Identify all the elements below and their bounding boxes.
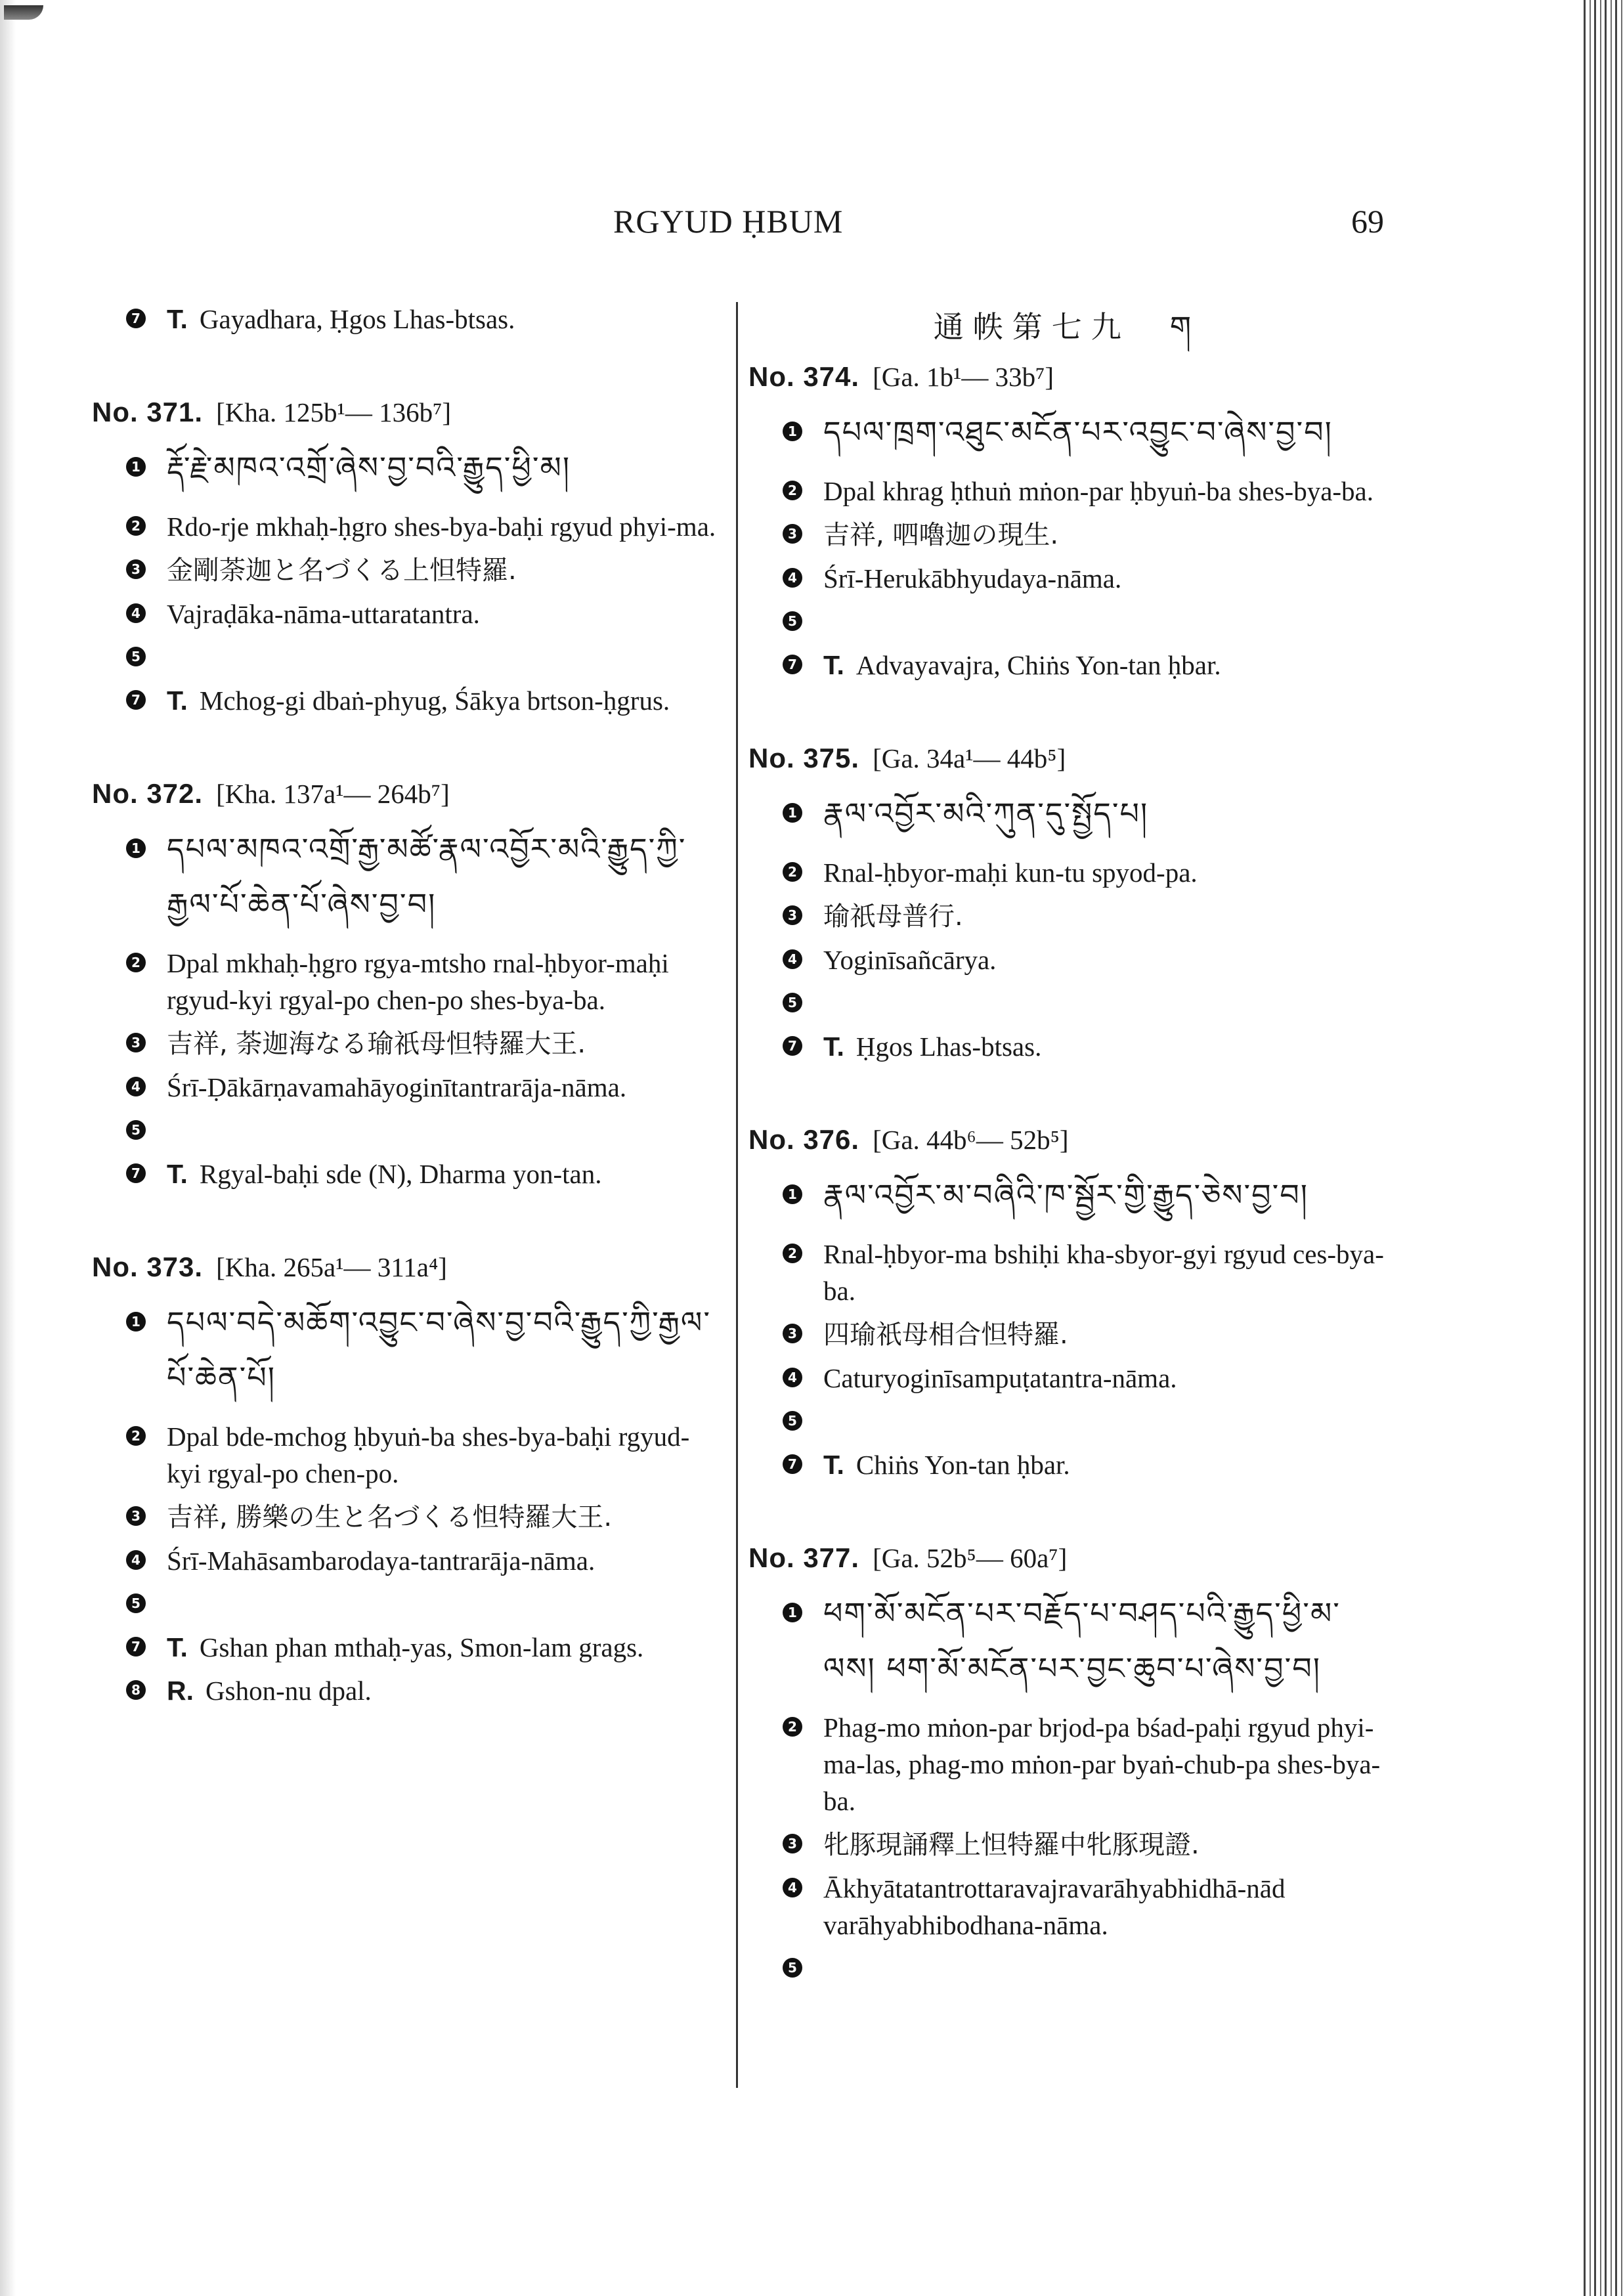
- item-text: Rnal-ḥbyor-ma bshiḥi kha-sbyor-gyi rgyud ces-bya-ba.: [823, 1239, 1384, 1306]
- left-column: [92, 294, 722, 1716]
- item-marker: 4: [126, 1077, 146, 1096]
- entry-heading: [92, 394, 722, 431]
- item-text: Rdo-rje mkhaḥ-ḥgro shes-bya-baḥi rgyud phyi-ma.: [167, 511, 716, 542]
- item-marker: 1: [126, 457, 146, 477]
- list-item: [748, 898, 1385, 935]
- list-item: [748, 404, 1385, 460]
- list-item: [92, 1672, 722, 1709]
- entry-number: No. 377.: [748, 1542, 860, 1573]
- list-item: [748, 647, 1385, 683]
- list-item: [92, 1295, 722, 1405]
- item-marker: 3: [783, 905, 802, 925]
- right-entries: [748, 358, 1385, 1987]
- item-text: Advayavajra, Chiṅs Yon-tan ḥbar.: [855, 650, 1221, 680]
- role-tag: T.: [823, 650, 844, 680]
- tibetan-title: རྣལ་འབྱོར་མའི་ཀུན་དུ་སྤྱོད་པ།: [823, 796, 1149, 831]
- entry-number: No. 372.: [92, 778, 204, 809]
- role-tag: T.: [823, 1031, 844, 1062]
- role-tag: T.: [167, 685, 188, 716]
- catalogue-entry: [748, 740, 1385, 1065]
- volume-heading: 通帙第七九 ག: [933, 309, 1201, 345]
- page-left-edge-shadow: [0, 0, 16, 2296]
- list-item: [748, 1316, 1385, 1353]
- role-tag: T.: [167, 1632, 188, 1662]
- folio-reference: [Ga. 34a¹— 44b⁵]: [873, 743, 1066, 773]
- item-marker: 5: [783, 611, 802, 631]
- role-tag: T.: [823, 1450, 844, 1480]
- item-text: Phag-mo mṅon-par brjod-pa bśad-paḥi rgyud phyi-ma-las, phag-mo mṅon-par byaṅ-chub-pa shes-bya-ba.: [823, 1712, 1381, 1816]
- japanese-title: 吉祥, 荼迦海なる瑜祇母怛特羅大王.: [167, 1029, 586, 1059]
- list-item: [92, 682, 722, 719]
- japanese-title: 牝豚現誦釋上怛特羅中牝豚現證.: [823, 1830, 1200, 1860]
- item-text: Dpal khrag ḥthuṅ mṅon-par ḥbyuṅ-ba shes-bya-ba.: [823, 476, 1374, 506]
- item-marker: 2: [126, 1426, 146, 1446]
- entry-number: No. 373.: [92, 1251, 204, 1282]
- folio-reference: [Kha. 125b¹— 136b⁷]: [216, 397, 452, 427]
- item-marker: 2: [783, 1717, 802, 1737]
- entry-number: No. 376.: [748, 1124, 860, 1155]
- role-tag: T.: [167, 1159, 188, 1189]
- item-text: Śrī-Herukābhyudaya-nāma.: [823, 563, 1122, 594]
- left-entries: [92, 394, 722, 1709]
- item-marker: 5: [783, 993, 802, 1012]
- item-text: Śrī-Ḍākārṇavamahāyoginītantrarāja-nāma.: [167, 1072, 627, 1102]
- item-marker: 5: [783, 1958, 802, 1978]
- list-item: [92, 1418, 722, 1492]
- list-item: [92, 1156, 722, 1192]
- list-item: [92, 1112, 722, 1149]
- list-item: [748, 942, 1385, 978]
- japanese-title: 金剛荼迦と名づくる上怛特羅.: [167, 555, 517, 586]
- item-text: Śrī-Mahāsambarodaya-tantrarāja-nāma.: [167, 1546, 595, 1576]
- list-item: [748, 985, 1385, 1022]
- item-marker: 5: [126, 647, 146, 666]
- list-item: [748, 1403, 1385, 1440]
- list-item: [92, 508, 722, 545]
- list-item: [92, 596, 722, 632]
- catalogue-entry: [92, 394, 722, 719]
- item-text: Rnal-ḥbyor-maḥi kun-tu spyod-pa.: [823, 857, 1198, 888]
- list-item: [748, 854, 1385, 891]
- list-item: [92, 821, 722, 932]
- list-item: [748, 516, 1385, 553]
- tibetan-title: དཔལ་མཁའ་འགྲོ་རྒྱ་མཚོ་རྣལ་འབྱོར་མའི་རྒྱུད་ཀྱི་རྒྱལ་པོ་ཆེན་པོ་ཞེས་བྱ་བ།: [167, 831, 687, 922]
- item-marker: 3: [126, 1033, 146, 1052]
- list-item: [748, 1167, 1385, 1223]
- item-marker: 2: [126, 516, 146, 536]
- item-marker: 7: [783, 655, 802, 674]
- list-item: [92, 440, 722, 495]
- folio-reference: [Ga. 44b⁶— 52b⁵]: [873, 1125, 1069, 1155]
- list-item: [92, 945, 722, 1018]
- item-text: Yoginīsañcārya.: [823, 945, 997, 975]
- list-item: [748, 1360, 1385, 1397]
- scan-corner-mark: [4, 5, 43, 20]
- entry-number: No. 374.: [748, 361, 860, 392]
- folio-reference: [Ga. 1b¹— 33b⁷]: [873, 362, 1054, 392]
- item-marker: 7: [126, 309, 146, 328]
- item-marker: 7: [783, 1036, 802, 1056]
- item-marker: 3: [783, 1834, 802, 1853]
- item-marker: 1: [783, 422, 802, 441]
- entry-heading: [748, 1540, 1385, 1576]
- item-marker: 1: [126, 1312, 146, 1332]
- item-marker: 3: [126, 1506, 146, 1526]
- item-marker: 5: [126, 1120, 146, 1140]
- catalogue-entry: [92, 775, 722, 1192]
- tibetan-title: རྣལ་འབྱོར་མ་བཞིའི་ཁ་སྦྱོར་གྱི་རྒྱུད་ཅེས་བྱ་བ།: [823, 1177, 1309, 1213]
- item-marker: 1: [126, 838, 146, 858]
- item-marker: 1: [783, 803, 802, 823]
- item-marker: 4: [783, 949, 802, 969]
- list-item: [92, 1629, 722, 1666]
- item-marker: 7: [126, 690, 146, 710]
- catalogue-entry: [748, 358, 1385, 683]
- list-item: [748, 603, 1385, 640]
- list-item: [748, 1236, 1385, 1309]
- list-item: [748, 560, 1385, 597]
- list-item: [92, 1498, 722, 1536]
- list-item: [748, 1028, 1385, 1065]
- japanese-title: 吉祥, 勝樂の生と名づくる怛特羅大王.: [167, 1502, 613, 1532]
- item-marker: 4: [126, 1550, 146, 1570]
- list-item: [92, 1069, 722, 1106]
- item-text: Chiṅs Yon-tan ḥbar.: [855, 1450, 1070, 1480]
- running-header-title: RGYUD ḤBUM: [613, 203, 844, 240]
- folio-reference: [Ga. 52b⁵— 60a⁷]: [873, 1543, 1068, 1573]
- item-marker: 3: [126, 559, 146, 579]
- item-marker: 8: [126, 1680, 146, 1700]
- item-text: Gshan phan mthaḥ-yas, Smon-lam grags.: [199, 1632, 644, 1662]
- list-item: [748, 1870, 1385, 1943]
- list-item: [92, 639, 722, 676]
- japanese-title: 吉祥, 呬嚕迦の現生.: [823, 520, 1059, 550]
- right-column: [748, 309, 1385, 1993]
- catalogue-entry: [748, 1121, 1385, 1483]
- entry-heading: [748, 1121, 1385, 1158]
- list-item: [92, 1586, 722, 1622]
- page-right-edge-binding: [1584, 0, 1623, 2296]
- list-item: [92, 301, 722, 337]
- item-marker: 7: [126, 1163, 146, 1183]
- entry-number: No. 371.: [92, 397, 204, 427]
- folio-reference: [Kha. 137a¹— 264b⁷]: [216, 779, 450, 809]
- item-marker: 3: [783, 524, 802, 544]
- item-marker: 4: [126, 603, 146, 623]
- item-marker: 2: [783, 1244, 802, 1263]
- folio-reference: [Kha. 265a¹— 311a⁴]: [216, 1252, 447, 1282]
- item-text: Gshon-nu dpal.: [206, 1676, 372, 1706]
- item-marker: 4: [783, 568, 802, 588]
- item-text: Rgyal-baḥi sde (N), Dharma yon-tan.: [199, 1159, 602, 1189]
- list-item: [748, 1826, 1385, 1863]
- role-tag: R.: [167, 1676, 194, 1706]
- tibetan-title: དཔལ་བདེ་མཆོག་འབྱུང་བ་ཞེས་བྱ་བའི་རྒྱུད་ཀྱི་རྒྱལ་པོ་ཆེན་པོ།: [167, 1305, 712, 1395]
- entry-heading: [748, 358, 1385, 395]
- japanese-title: 瑜祇母普行.: [823, 901, 963, 932]
- list-item: [748, 473, 1385, 509]
- item-marker: 1: [783, 1184, 802, 1204]
- item-marker: 7: [126, 1637, 146, 1657]
- catalogue-entry: [92, 1249, 722, 1709]
- item-marker: 5: [126, 1593, 146, 1613]
- item-text: Ḥgos Lhas-btsas.: [855, 1031, 1042, 1062]
- list-item: [748, 1709, 1385, 1819]
- entry-heading: [748, 740, 1385, 777]
- list-item: [748, 1586, 1385, 1696]
- list-item: [92, 1025, 722, 1062]
- entry-number: No. 375.: [748, 743, 860, 773]
- item-text: Vajraḍāka-nāma-uttaratantra.: [167, 599, 480, 629]
- item-text: Ākhyātatantrottaravajravarāhyabhidhā-nād varāhyabhibodhana-nāma.: [823, 1873, 1286, 1940]
- item-text: Dpal bde-mchog ḥbyuṅ-ba shes-bya-baḥi rgyud-kyi rgyal-po chen-po.: [167, 1421, 690, 1488]
- tibetan-title: དཔལ་ཁྲག་འཐུང་མངོན་པར་འབྱུང་བ་ཞེས་བྱ་བ།: [823, 414, 1333, 450]
- tibetan-title: རྡོ་རྗེ་མཁའ་འགྲོ་ཞེས་བྱ་བའི་རྒྱུད་ཕྱི་མ།: [167, 450, 571, 485]
- tibetan-title: ཕག་མོ་མངོན་པར་བརྗོད་པ་བཤད་པའི་རྒྱུད་ཕྱི་མ་ལས། ཕག་མོ་མངོན་པར་བྱང་ཆུབ་པ་ཞེས་བྱ་བ།: [823, 1595, 1341, 1686]
- item-marker: 4: [783, 1878, 802, 1897]
- list-item: [92, 552, 722, 589]
- list-item: [92, 1542, 722, 1579]
- page-number: 69: [1351, 203, 1384, 240]
- japanese-title: 四瑜祇母相合怛特羅.: [823, 1320, 1068, 1350]
- item-text: Caturyoginīsampuṭatantra-nāma.: [823, 1363, 1177, 1393]
- list-item: [748, 786, 1385, 841]
- item-marker: 2: [783, 481, 802, 500]
- list-item: [748, 1446, 1385, 1483]
- item-marker: 5: [783, 1411, 802, 1431]
- item-marker: 7: [783, 1454, 802, 1474]
- item-text: Dpal mkhaḥ-ḥgro rgya-mtsho rnal-ḥbyor-maḥi rgyud-kyi rgyal-po chen-po shes-bya-ba.: [167, 948, 669, 1015]
- item-marker: 3: [783, 1324, 802, 1343]
- list-item: [748, 1950, 1385, 1987]
- entry-heading: [92, 1249, 722, 1286]
- item-marker: 4: [783, 1368, 802, 1387]
- catalogue-entry: [748, 1540, 1385, 1987]
- item-marker: 2: [783, 862, 802, 882]
- translator-tag: T.: [167, 304, 188, 334]
- item-marker: 2: [126, 953, 146, 972]
- column-divider: [736, 302, 738, 2088]
- item-text: Gayadhara, Ḥgos Lhas-btsas.: [199, 304, 515, 334]
- entry-heading: [92, 775, 722, 812]
- item-text: Mchog-gi dbaṅ-phyug, Śākya brtson-ḥgrus.: [199, 685, 670, 716]
- item-marker: 1: [783, 1603, 802, 1622]
